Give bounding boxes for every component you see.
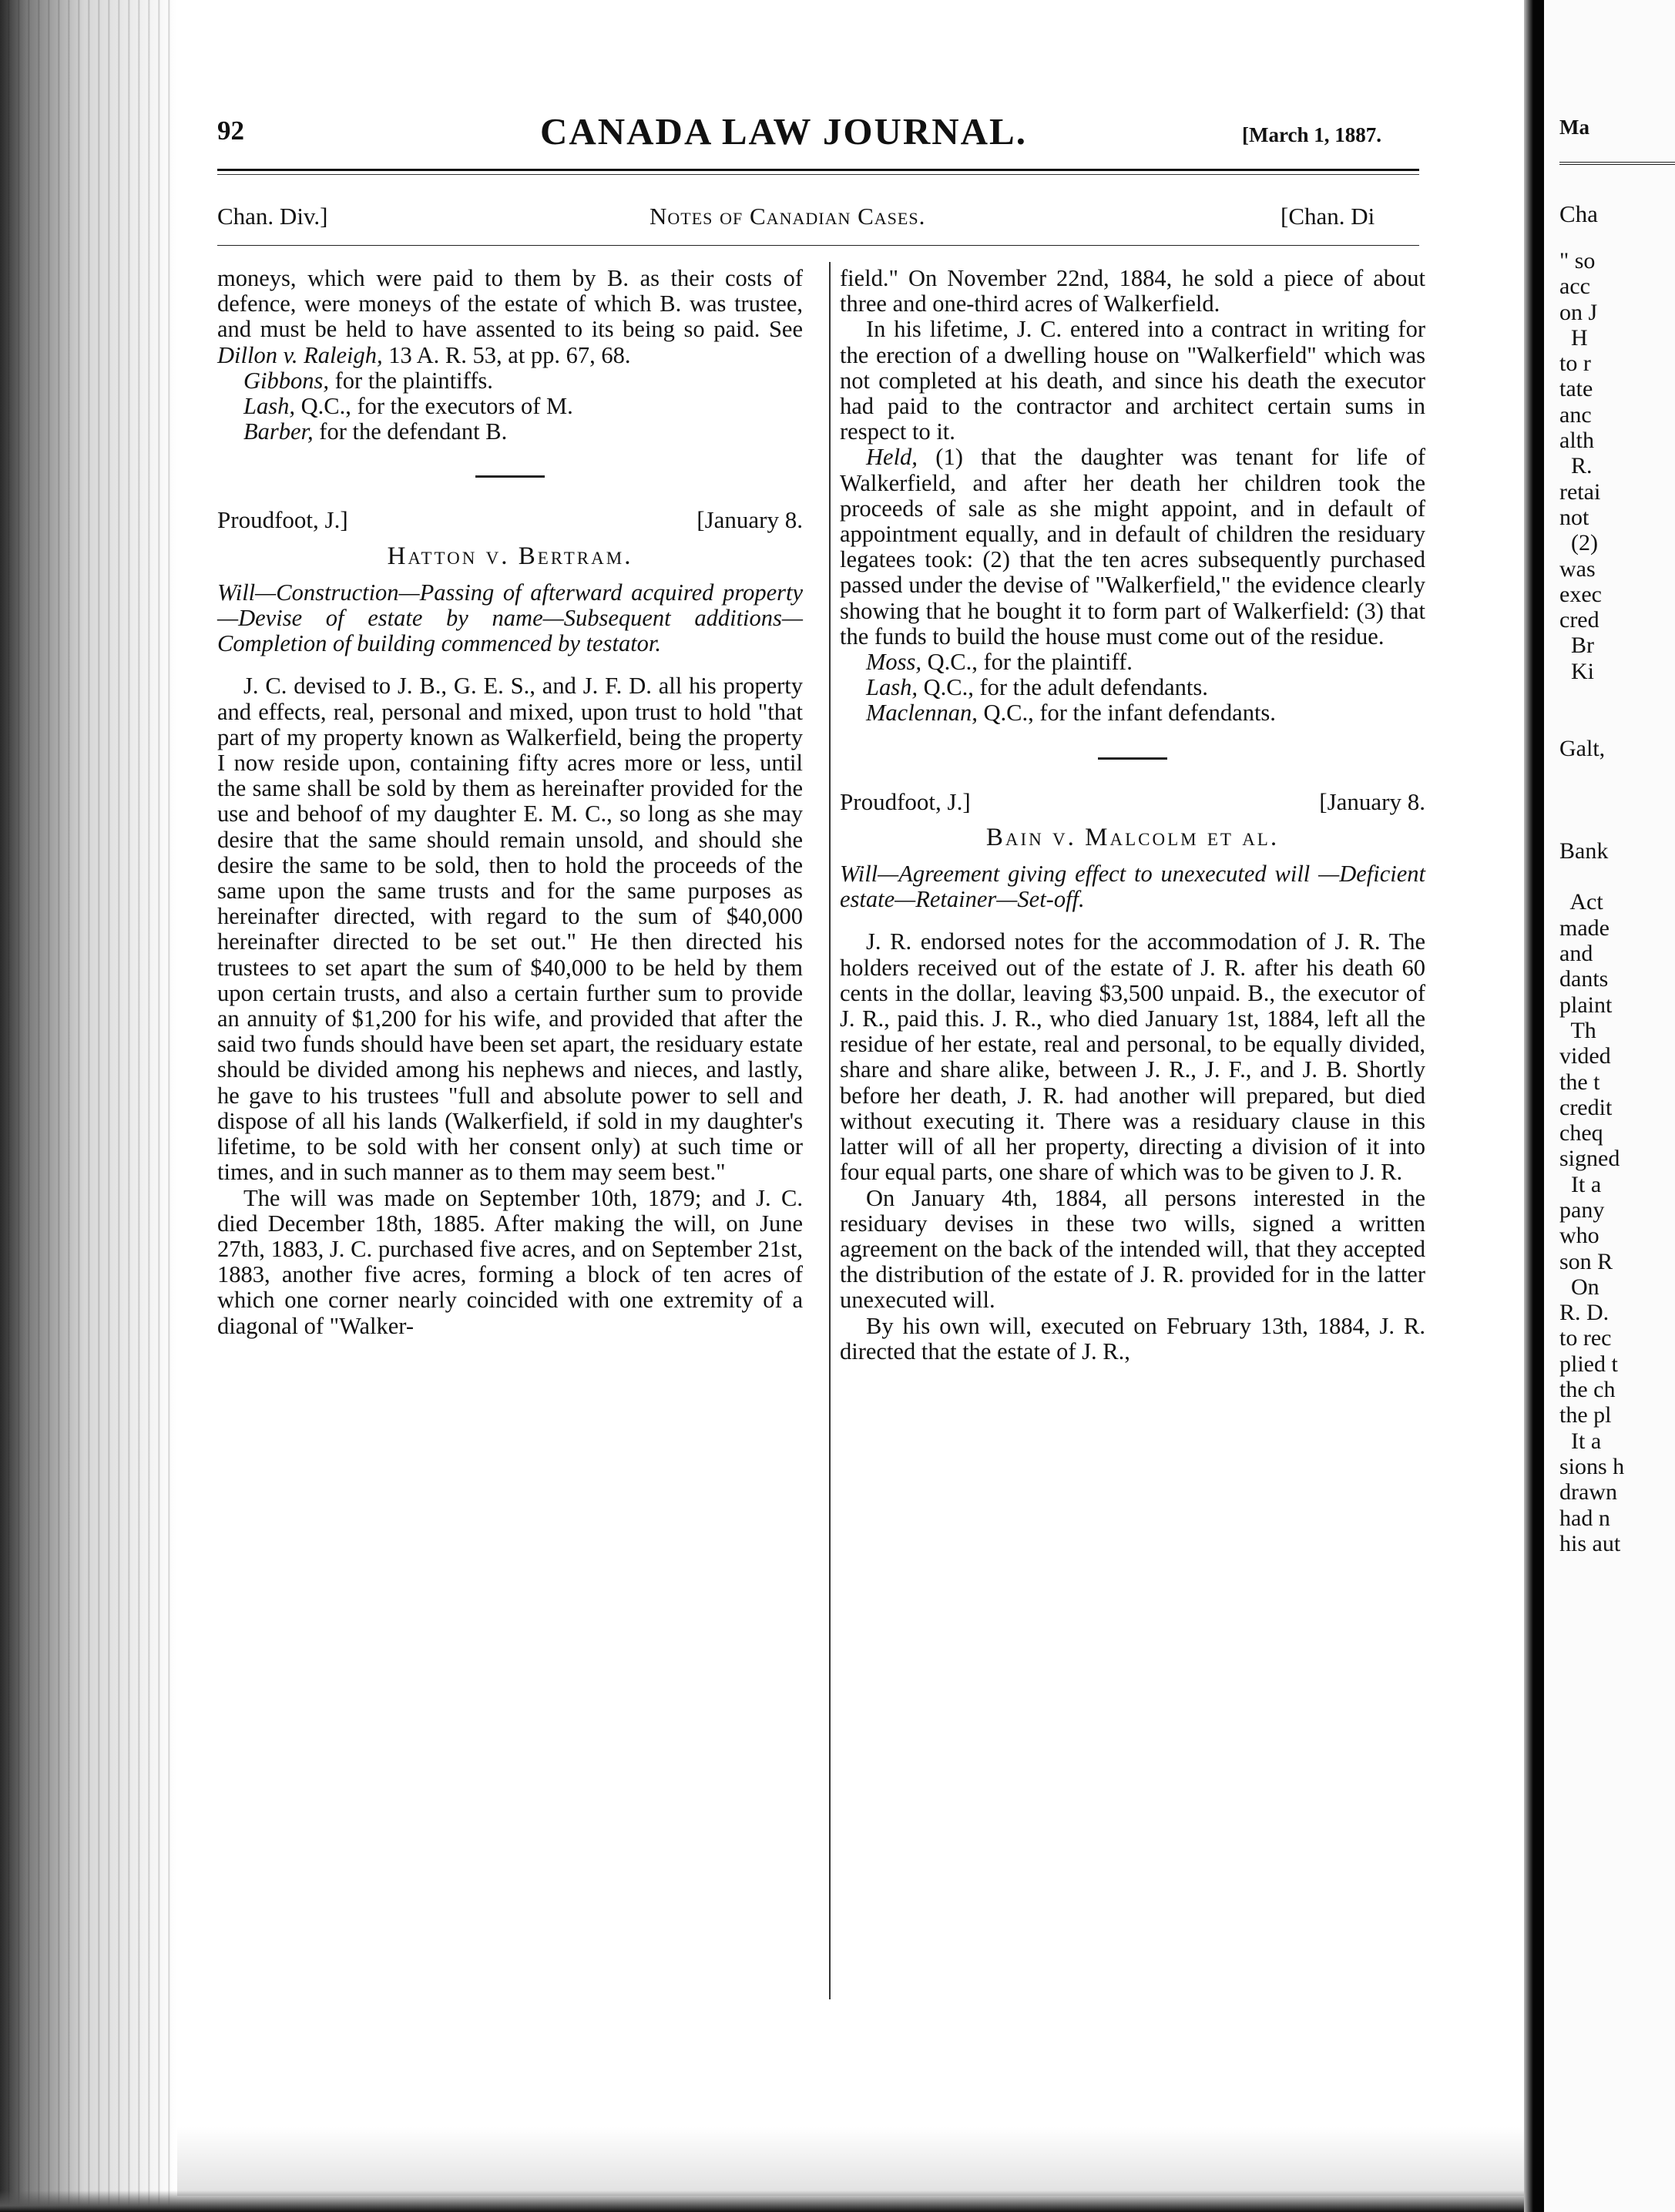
continuation-paragraph: field." On November 22nd, 1884, he sold a piece of about three and one-third acres of Walkerfield. — [840, 265, 1425, 317]
held-paragraph — [840, 445, 1425, 650]
right-column — [840, 266, 1425, 1364]
citation-case-name: Dillon v. Raleigh, — [217, 341, 383, 368]
counsel-line — [840, 700, 1425, 726]
running-head-right: [Chan. Di — [1281, 203, 1375, 230]
counsel-role: Q.C., for the executors of M. — [294, 393, 573, 420]
case-title: Bain v. Malcolm et al. — [985, 823, 1280, 851]
case-paragraph: On January 4th, 1884, all persons interested in the residuary devises in these two wills, signed a written agreement on the back of the intended will, that they accepted the distribution of the estate of J. R. provided for in the latter unexecuted will. — [840, 1184, 1425, 1314]
header-rule-thin — [217, 174, 1419, 175]
header-rule — [217, 169, 1419, 171]
adjacent-page-header: Ma — [1559, 116, 1589, 139]
counsel-name: Lash, — [866, 674, 918, 701]
column-divider — [829, 262, 831, 1999]
counsel-role: for the defendant B. — [313, 418, 508, 445]
case-separator — [1098, 757, 1167, 760]
issue-date: [March 1, 1887. — [1242, 123, 1381, 146]
counsel-line — [840, 675, 1425, 700]
continuation-paragraph — [217, 266, 803, 368]
running-head-center: Notes of Canadian Cases. — [650, 203, 926, 230]
adjacent-page-running-head: Cha — [1559, 200, 1598, 227]
counsel-role: Q.C., for the plaintiff. — [921, 649, 1133, 676]
case-judge-line — [840, 789, 1425, 814]
held-text: (1) that the daughter was tenant for life of Walkerfield, and after her death her children took the proceeds of sale as she might appoint, and in default of appointment equally, and in default of children the residuary legatees took: (2) that the ten acres subsequently purchased passed under the devise of "Walkerfield," the evidence clearly showing that he bought it to form part of Walkerfield: (3) that the funds to build the house must come out of the residue. — [840, 444, 1425, 650]
scan-bottom-shadow — [177, 2126, 1526, 2196]
continuation-text: moneys, which were paid to them by B. as their costs of defence, were moneys of the estate of which B. was trustee, and must be held to have assented to its being so paid. See — [217, 265, 803, 343]
counsel-role: for the plaintiffs. — [329, 367, 493, 394]
case-title: Hatton v. Bertram. — [387, 542, 633, 570]
counsel-line — [217, 419, 803, 445]
counsel-role: Q.C., for the infant defendants. — [977, 700, 1276, 727]
book-spine-shadow — [1524, 0, 1544, 2212]
journal-title-text: CANADA LAW JOURNAL. — [540, 110, 1027, 153]
case-paragraph: J. R. endorsed notes for the accommodation of J. R. The holders received out of the estate of J. R. after his death 60 cents in the dollar, leaving $3,500 unpaid. B., the executor of J. R., paid this. J. R., who died January 1st, 1884, left all the residue of her estate, real and personal, to be equally divided, share and share alike, between J. R., J. F., and J. B. Shortly before her death, J. R. had another will prepared, but died without executing it. There was a residuary clause in this latter will of all her property, directing a division of it into four equal parts, one share of which was to be given to J. R. — [840, 928, 1425, 1186]
scan-bottom-edge — [0, 2190, 1526, 2212]
case-date: [January 8. — [1319, 787, 1425, 815]
case-paragraph: The will was made on September 10th, 1879; and J. C. died December 18th, 1885. After making the will, on June 27th, 1883, J. C. purchased five acres, and on September 21st, 1883, another five acres, forming a block of ten acres of which one corner nearly coincided with one extremity of a diagonal of "Walker- — [217, 1184, 803, 1339]
case-headnote: Will—Construction—Passing of afterward acquired property—Devise of estate by name—Subsequent additions—Completion of building commenced by testator. — [217, 579, 803, 657]
counsel-name: Maclennan, — [866, 700, 978, 727]
adjacent-page-rule — [1559, 162, 1675, 165]
counsel-name: Moss, — [866, 649, 922, 676]
left-column — [217, 266, 803, 1339]
counsel-role: Q.C., for the adult defendants. — [917, 674, 1208, 701]
case-paragraph: J. C. devised to J. B., G. E. S., and J. F. D. all his property and effects, real, personal and mixed, upon trust to hold "that part of my property known as Walkerfield, being the property I now reside upon, containing fifty acres more or less, until the same shall be sold by them as hereinafter provided for the use and behoof of my daughter E. M. C., so long as she may desire that the same should remain unsold, and should she desire the same to be sold, then to hold the proceeds of the same upon the same trusts and for the same purposes as hereinafter directed, with regard to the sum of $40,000 hereinafter directed to be set out." He then directed his trustees to set apart the sum of $40,000 to be held by them upon certain trusts, and also a certain further sum to provide an annuity of $1,200 for his wife, and provided that after the said two funds should have been set apart, the residuary estate should be divided among his nephews and nieces, and lastly, he gave to his trustees "full and absolute power to sell and dispose of all his lands (Walkerfield, if sold in my daughter's lifetime, to be sold with her consent only) at such time or times, and in such manner as to them may seem best." — [217, 673, 803, 1186]
citation-reference: 13 A. R. 53, at pp. 67, 68. — [382, 341, 631, 368]
case-paragraph: In his lifetime, J. C. entered into a contract in writing for the erection of a dwelling house on "Walkerfield" which was not completed at his death, and since his death the executor had paid to the contractor and architect certain sums in respect to it. — [840, 316, 1425, 445]
case-paragraph: By his own will, executed on February 13th, 1884, J. R. directed that the estate of J. R., — [840, 1312, 1425, 1364]
counsel-line — [217, 368, 803, 394]
case-judge-line — [217, 507, 803, 532]
adjacent-page-fragment — [1544, 0, 1675, 2212]
counsel-line — [840, 650, 1425, 675]
scan-left-edge — [0, 0, 177, 2212]
counsel-name: Gibbons, — [243, 367, 329, 394]
counsel-name: Barber, — [243, 418, 314, 445]
judge-name: Proudfoot, J.] — [840, 787, 971, 815]
page-number: 92 — [217, 116, 244, 146]
running-head-left: Chan. Div.] — [217, 203, 328, 230]
counsel-line — [217, 394, 803, 419]
held-label: Held, — [866, 444, 918, 471]
journal-title — [0, 109, 1675, 153]
case-separator — [475, 475, 545, 478]
adjacent-page-text: " so acc on J H to r tate anc alth R. retai not (2) was exec cred Br Ki Galt, Bank Act made and dants plaint Th vided the t credit cheq signed It a pany who son R On R. D. to rec plied t the ch the pl It a sions h drawn had n his aut — [1559, 248, 1625, 1556]
case-date: [January 8. — [697, 506, 803, 534]
case-headnote: Will—Agreement giving effect to unexecuted will —Deficient estate—Retainer—Set-off. — [840, 861, 1425, 913]
counsel-name: Lash, — [243, 393, 295, 420]
judge-name: Proudfoot, J.] — [217, 506, 348, 534]
running-head-rule — [217, 245, 1419, 246]
